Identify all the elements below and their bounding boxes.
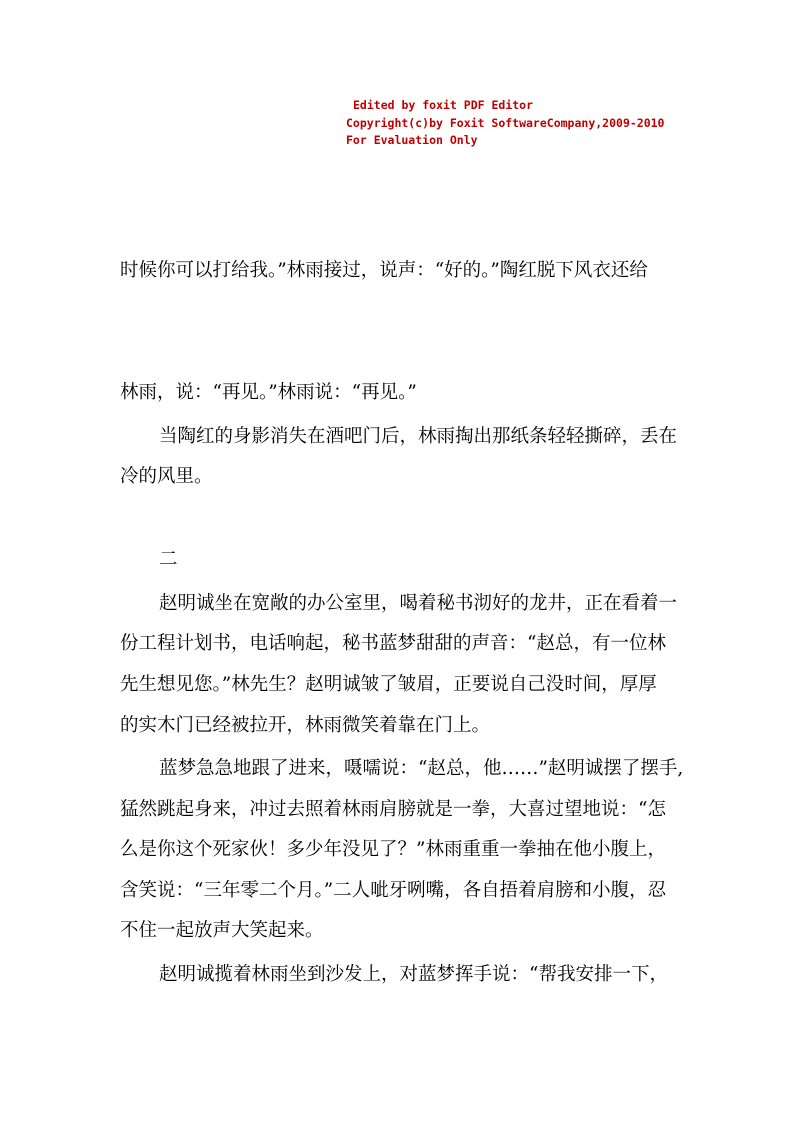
text-line: 的实木门已经被拉开，林雨微笑着靠在门上。: [120, 715, 491, 736]
text-line: 先生想见您。”林先生？赵明诚皱了皱眉，正要说自己没时间，厚厚: [120, 674, 657, 695]
text-line: 时候你可以打给我。”林雨接过，说声：“好的。”陶红脱下风衣还给: [120, 260, 648, 281]
paragraph-start-line: 当陶红的身影消失在酒吧门后，林雨掏出那纸条轻轻撕碎，丢在: [159, 426, 678, 447]
text-line: 么是你这个死家伙！多少年没见了？”林雨重重一拳抽在他小腹上，: [120, 839, 666, 860]
text-line: 含笑说：“三年零二个月。”二人呲牙咧嘴，各自捂着肩膀和小腹，忍: [120, 880, 667, 901]
text-line: 不住一起放声大笑起来。: [120, 920, 324, 941]
watermark-editor-line: Edited by foxit PDF Editor: [353, 98, 534, 112]
paragraph-start-line: 赵明诚揽着林雨坐到沙发上，对蓝梦挥手说：“帮我安排一下，: [159, 964, 668, 985]
evaluation-watermark: [346, 97, 665, 150]
paragraph-start-line: 蓝梦急急地跟了进来，嗫嚅说：“赵总，他……”赵明诚摆了摆手,: [159, 758, 684, 779]
paragraph-start-line: 赵明诚坐在宽敞的办公室里，喝着秘书沏好的龙井，正在看着一: [159, 593, 678, 614]
text-line: 份工程计划书，电话响起，秘书蓝梦甜甜的声音：“赵总，有一位林: [120, 633, 666, 654]
watermark-copyright-line: Copyright(c)by Foxit SoftwareCompany,2009-2010: [346, 115, 665, 130]
text-line: 冷的风里。: [120, 466, 213, 487]
section-heading: 二: [159, 549, 178, 570]
text-line: 林雨，说：“再见。”林雨说：“再见。”: [120, 382, 417, 403]
watermark-evaluation-line: For Evaluation Only: [346, 133, 478, 147]
text-line: 猛然跳起身来，冲过去照着林雨肩膀就是一拳，大喜过望地说：“怎: [120, 799, 666, 820]
